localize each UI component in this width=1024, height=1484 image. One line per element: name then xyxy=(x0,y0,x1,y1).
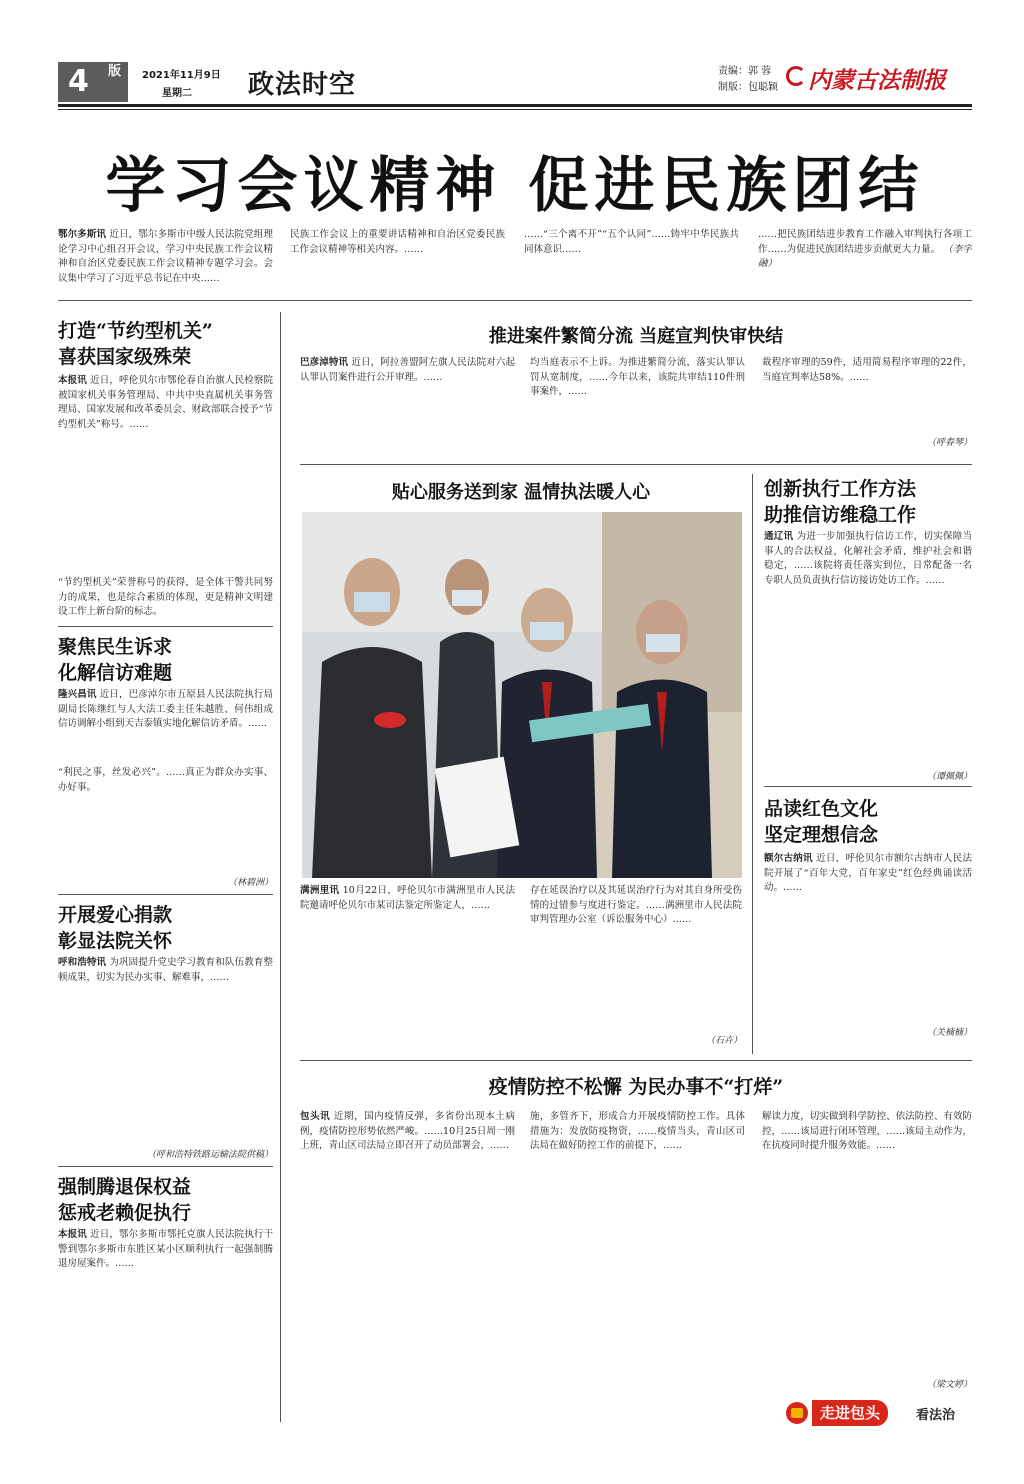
tiexin-title: 贴心服务送到家 温情执法暖人心 xyxy=(391,482,651,503)
aixin-body xyxy=(58,956,273,1142)
jieyue-title-line-1: 打造“节约型机关” xyxy=(58,320,213,342)
qiangzhi-title xyxy=(58,1174,273,1226)
baotou-badge-icon xyxy=(786,1402,808,1424)
yiqing-col-1 xyxy=(300,1110,515,1428)
aixin-title-line-2: 彰显法院关怀 xyxy=(58,930,173,952)
pindu-title-line-1: 品读红色文化 xyxy=(764,798,879,820)
tiexin-text-1: 10月22日，呼伦贝尔市满洲里市人民法院邀请呼伦贝尔市某司法鉴定所鉴定人，…… xyxy=(300,885,515,911)
fanjian-signature: （呼春琴） xyxy=(926,438,972,448)
yiqing-title: 疫情防控不松懈 为民办事不“打烊” xyxy=(488,1076,784,1098)
pindu-text: 近日，呼伦贝尔市额尔古纳市人民法院开展了“百年大党，百年家史”红色经典诵读活动。…… xyxy=(764,853,972,893)
lead-col-3 xyxy=(524,228,739,286)
masthead-rule xyxy=(58,104,972,107)
left-column-divider xyxy=(280,312,281,1422)
court-service-photo xyxy=(302,512,742,878)
chuangxin-title-line-1: 创新执行工作方法 xyxy=(764,478,917,500)
fanjian-col-3 xyxy=(762,356,972,432)
jujiao-title-line-2: 化解信访难题 xyxy=(58,662,173,684)
jieyue-text-2: “节约型机关”荣誉称号的获得，是全体干警共同努力的成果，也是综合素质的体现，更是精神文明建设工作上新台阶的标志。 xyxy=(58,577,273,617)
yiqing-text-1: 近期，国内疫情反弹，多省份出现本土病例，疫情防控形势依然严峻。……10月25日周一刚上班，青山区司法局立即召开了动员部署会，…… xyxy=(300,1111,515,1151)
middle-divider xyxy=(300,1060,972,1061)
tiexin-byline: 满洲里讯 xyxy=(300,885,340,896)
fanjian-text-2: 均当庭表示不上诉。为推进繁简分流，落实认罪认罚从宽制度，……今年以来，该院共审结110件刑事案件，…… xyxy=(530,357,745,397)
jieyue-title-line-2: 喜获国家级殊荣 xyxy=(58,346,192,368)
footer-brand-sub: 看法治 xyxy=(916,1408,956,1423)
tiexin-text-2: 存在延误治疗以及其延误治疗行为对其自身所受伤情的过错参与度进行鉴定。……满洲里市人民法院审判管理办公室（诉讼服务中心）…… xyxy=(530,885,742,925)
jujiao-closing xyxy=(58,766,273,840)
jieyue-body xyxy=(58,374,273,566)
newspaper-logo-icon xyxy=(786,66,806,86)
pindu-body xyxy=(764,852,972,1020)
newspaper-logo: 内蒙古法制报 xyxy=(808,67,946,94)
jieyue-text: 近日，呼伦贝尔市鄂伦春自治旗人民检察院被国家机关事务管理局、中共中央直属机关事务管理局、国家发展和改革委员会、财政部联合授予“节约型机关”称号。…… xyxy=(58,375,273,430)
tiexin-col-1 xyxy=(300,884,515,1056)
lead-text-3: ……“三个离不开”“五个认同”……铸牢中华民族共同体意识…… xyxy=(524,229,739,255)
fanjian-divider xyxy=(300,464,972,465)
fanjian-byline: 巴彦淖特讯 xyxy=(300,357,349,368)
qiangzhi-body xyxy=(58,1228,273,1428)
fanjian-text-1: 近日，阿拉善盟阿左旗人民法院对六起认罪认罚案件进行公开审理。…… xyxy=(300,357,515,383)
qiangzhi-text: 近日，鄂尔多斯市鄂托克旗人民法院执行干警到鄂尔多斯市东胜区某小区顺利执行一起强制腾退房屋案件。…… xyxy=(58,1229,273,1269)
pindu-signature: （关楠楠） xyxy=(926,1028,972,1038)
lead-col-4 xyxy=(758,228,972,286)
aixin-text: 为巩固提升党史学习教育和队伍教育整顿成果，切实为民办实事、解难事，…… xyxy=(58,957,273,983)
yiqing-text-2: 施，多管齐下，形成合力开展疫情防控工作。具体措施为：发放防疫物资，……疫情当头，青山区司法局在做好防控工作的前提下，…… xyxy=(530,1111,745,1151)
jujiao-body xyxy=(58,688,273,762)
page-number-box xyxy=(58,62,128,102)
jujiao-signature: （林碧洲） xyxy=(227,878,273,888)
section-title: 政法时空 xyxy=(248,70,357,100)
jujiao-title xyxy=(58,634,273,686)
chuangxin-text: 为进一步加强执行信访工作，切实保障当事人的合法权益，化解社会矛盾，维护社会和谐稳定，……该院将责任落实到位，日常配备一名专职人员负责执行信访接访处访工作。…… xyxy=(764,531,972,586)
left-divider-1 xyxy=(58,626,273,627)
jujiao-text-2: “利民之事，丝发必兴”。……真正为群众办实事、办好事。 xyxy=(58,767,273,793)
aixin-title-line-1: 开展爱心捐款 xyxy=(58,904,173,926)
editor-credits xyxy=(718,64,778,96)
main-headline: 学习会议精神 促进民族团结 xyxy=(105,151,925,221)
tiexin-col-2 xyxy=(530,884,742,1028)
lead-divider xyxy=(58,300,972,301)
jujiao-text: 近日，巴彦淖尔市五原县人民法院执行局副局长陈继红与人大法工委主任朱越胜、何伟组成信访调解小组到天吉泰镇实地化解信访矛盾。…… xyxy=(58,689,273,729)
fanjian-text-3: 裁程序审理的59件，适用简易程序审理的22件，当庭宣判率达58%。…… xyxy=(762,357,972,383)
issue-date: 2021年11月9日 xyxy=(142,70,221,81)
lead-text-1: 近日，鄂尔多斯市中级人民法院党组理论学习中心组召开会议，学习中央民族工作会议精神和自治区党委民族工作会议精神专题学习会。会议集中学习了习近平总书记在中央…… xyxy=(58,229,273,284)
yiqing-signature: （梁文婷） xyxy=(926,1380,972,1390)
lead-text-4: ……把民族团结进步教育工作融入审判执行各项工作……为促进民族团结进步贡献更大力量。 xyxy=(758,229,972,255)
aixin-byline: 呼和浩特讯 xyxy=(58,957,107,968)
chuangxin-title-line-2: 助推信访维稳工作 xyxy=(764,504,917,526)
court-service-photo-image xyxy=(302,512,742,878)
left-divider-3 xyxy=(58,1166,273,1167)
footer-brand-name: 走进包头 xyxy=(812,1400,888,1426)
right-divider-1 xyxy=(764,786,972,787)
aixin-signature: （呼和浩特铁路运输法院供稿） xyxy=(146,1150,273,1160)
chuangxin-byline: 通辽讯 xyxy=(764,531,794,542)
masthead-rule-thin xyxy=(58,109,972,110)
fanjian-col-1 xyxy=(300,356,515,456)
qiangzhi-title-line-2: 惩戒老赖促执行 xyxy=(58,1202,192,1224)
page-label: 版 xyxy=(108,64,122,79)
right-column-divider xyxy=(752,474,753,1054)
qiangzhi-title-line-1: 强制腾退保权益 xyxy=(58,1176,192,1198)
yiqing-col-3 xyxy=(762,1110,972,1372)
lead-col-1 xyxy=(58,228,273,286)
yiqing-col-2 xyxy=(530,1110,745,1428)
yiqing-byline: 包头讯 xyxy=(300,1111,331,1122)
chuangxin-body xyxy=(764,530,972,766)
footer-brand xyxy=(786,1400,972,1428)
pindu-title-line-2: 坚定理想信念 xyxy=(764,824,879,846)
qiangzhi-byline: 本报讯 xyxy=(58,1229,87,1240)
pindu-byline: 额尔古纳讯 xyxy=(764,853,813,864)
editor-name: 责编：郭 蓉 xyxy=(718,66,772,77)
aixin-title xyxy=(58,902,273,954)
left-divider-2 xyxy=(58,894,273,895)
issue-weekday: 星期二 xyxy=(162,88,192,99)
pindu-title xyxy=(764,796,972,848)
lead-byline: 鄂尔多斯讯 xyxy=(58,229,107,240)
tiexin-signature: （石卉） xyxy=(705,1036,742,1046)
page-number: 4 xyxy=(68,64,89,99)
jujiao-title-line-1: 聚焦民生诉求 xyxy=(58,636,173,658)
fanjian-col-2 xyxy=(530,356,745,456)
jieyue-title xyxy=(58,318,273,370)
jujiao-byline: 隆兴昌讯 xyxy=(58,689,97,700)
yiqing-text-3: 解读力度，切实做到科学防控、依法防控、有效防控，……该局进行闭环管理，……该局主动作为，在抗疫同时提升服务效能。…… xyxy=(762,1111,972,1151)
fanjian-title: 推进案件繁简分流 当庭宣判快审快结 xyxy=(488,326,784,347)
lead-signature: （李宇融） xyxy=(758,243,972,269)
jieyue-byline: 本报讯 xyxy=(58,375,87,386)
lead-text-2: 民族工作会议上的重要讲话精神和自治区党委民族工作会议精神等相关内容。…… xyxy=(290,229,505,255)
lead-col-2 xyxy=(290,228,505,286)
designer-name: 制版：包聪颖 xyxy=(718,82,778,93)
chuangxin-title xyxy=(764,476,972,528)
jieyue-closing xyxy=(58,576,273,620)
chuangxin-signature: （谭佩佩） xyxy=(926,772,972,782)
